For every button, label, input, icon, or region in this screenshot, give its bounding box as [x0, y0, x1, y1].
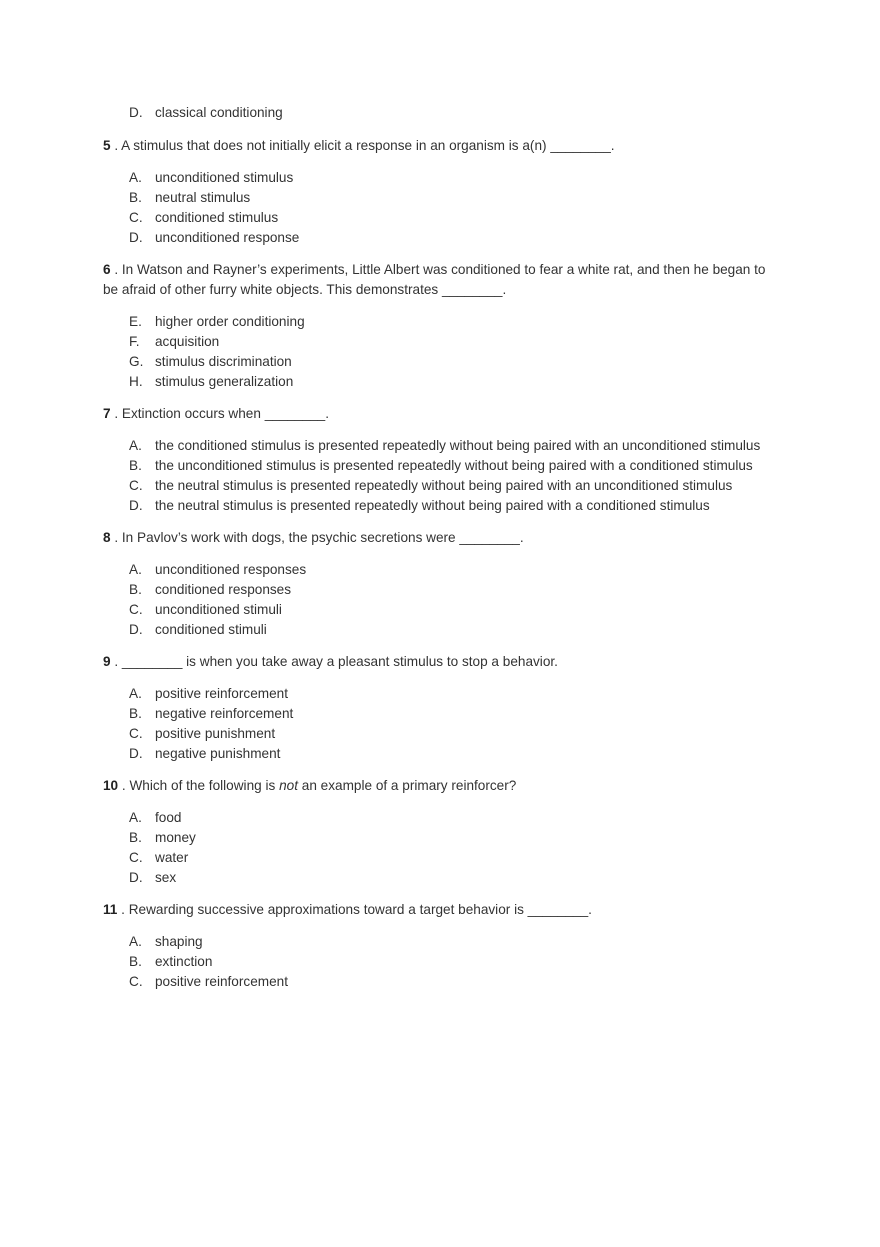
option-letter: D. — [129, 230, 143, 245]
option-letter: A. — [129, 562, 142, 577]
option-letter: B. — [129, 706, 142, 721]
question-separator: . — [110, 406, 122, 421]
option-text: unconditioned stimulus — [155, 170, 294, 185]
options-list — [103, 168, 783, 248]
option-text: conditioned responses — [155, 582, 292, 597]
option-letter: C. — [129, 210, 143, 225]
option-text: sex — [155, 870, 177, 885]
option-item — [103, 828, 783, 848]
option-text: the neutral stimulus is presented repeatedly without being paired with a conditioned stimulus — [155, 498, 710, 513]
option-item — [103, 932, 783, 952]
option-letter: G. — [129, 354, 144, 369]
options-list — [103, 684, 783, 764]
option-text: unconditioned responses — [155, 562, 307, 577]
option-text: the conditioned stimulus is presented repeatedly without being paired with an unconditioned stimulus — [155, 438, 761, 453]
option-letter: E. — [129, 314, 142, 329]
option-item — [103, 848, 783, 868]
question-text — [103, 900, 783, 920]
option-item — [103, 620, 783, 640]
option-letter: B. — [129, 582, 142, 597]
option-text: positive punishment — [155, 726, 276, 741]
question-body: Extinction occurs when ________. — [121, 406, 329, 421]
option-letter: A. — [129, 438, 142, 453]
option-item — [103, 332, 783, 352]
option-text: the neutral stimulus is presented repeatedly without being paired with an unconditioned stimulus — [155, 478, 733, 493]
question-10 — [103, 776, 783, 888]
question-11 — [103, 900, 783, 992]
option-letter: C. — [129, 478, 143, 493]
option-text: positive reinforcement — [155, 974, 288, 989]
option-item — [103, 952, 783, 972]
question-body-before: Which of the following is — [129, 778, 280, 793]
option-item — [103, 580, 783, 600]
option-item — [103, 496, 783, 516]
question-separator: . — [118, 778, 130, 793]
question-number: 9 — [103, 654, 111, 669]
question-number: 6 — [103, 262, 111, 277]
option-letter: B. — [129, 458, 142, 473]
option-letter: C. — [129, 602, 143, 617]
question-number: 11 — [103, 902, 118, 917]
option-letter: C. — [129, 974, 143, 989]
option-text: acquisition — [155, 334, 220, 349]
question-number: 10 — [103, 778, 119, 793]
option-letter: F. — [129, 334, 140, 349]
option-item — [103, 312, 783, 332]
question-number: 7 — [103, 406, 111, 421]
question-separator: . — [110, 262, 122, 277]
option-item — [103, 600, 783, 620]
option-item — [103, 456, 783, 476]
question-9 — [103, 652, 783, 764]
question-separator: . — [117, 902, 129, 917]
option-item — [103, 208, 783, 228]
question-text — [103, 260, 783, 300]
question-5 — [103, 136, 783, 248]
option-text: conditioned stimulus — [155, 210, 279, 225]
option-letter: D. — [129, 105, 143, 120]
question-separator: . — [110, 530, 122, 545]
option-text: conditioned stimuli — [155, 622, 267, 637]
continued-options-list — [103, 103, 783, 123]
options-list — [103, 436, 783, 516]
options-list — [103, 560, 783, 640]
option-item — [103, 704, 783, 724]
option-text: stimulus generalization — [155, 374, 294, 389]
option-letter: A. — [129, 810, 142, 825]
option-text: water — [155, 850, 189, 865]
option-letter: H. — [129, 374, 143, 389]
question-6 — [103, 260, 783, 392]
options-list — [103, 312, 783, 392]
option-letter: A. — [129, 170, 142, 185]
option-item — [103, 352, 783, 372]
question-body: A stimulus that does not initially elicit a response in an organism is a(n) ________. — [121, 138, 615, 153]
option-text: stimulus discrimination — [155, 354, 292, 369]
question-number: 5 — [103, 138, 111, 153]
question-8 — [103, 528, 783, 640]
option-text: neutral stimulus — [155, 190, 251, 205]
option-text: higher order conditioning — [155, 314, 305, 329]
question-number: 8 — [103, 530, 111, 545]
question-body: In Pavlov’s work with dogs, the psychic secretions were ________. — [121, 530, 524, 545]
option-item — [103, 724, 783, 744]
question-text — [103, 136, 783, 156]
question-text — [103, 404, 783, 424]
option-item — [103, 684, 783, 704]
option-item — [103, 168, 783, 188]
option-item — [103, 436, 783, 456]
option-text: positive reinforcement — [155, 686, 288, 701]
question-body-after: an example of a primary reinforcer? — [297, 778, 517, 793]
option-letter: B. — [129, 190, 142, 205]
question-body-emphasis: not — [279, 778, 298, 793]
option-text: food — [155, 810, 182, 825]
question-7 — [103, 404, 783, 516]
option-letter: C. — [129, 726, 143, 741]
option-text: shaping — [155, 934, 203, 949]
question-separator: . — [110, 654, 122, 669]
option-item — [103, 103, 783, 123]
option-item — [103, 972, 783, 992]
option-letter: C. — [129, 850, 143, 865]
option-item — [103, 228, 783, 248]
question-body: ________ is when you take away a pleasant stimulus to stop a behavior. — [121, 654, 558, 669]
option-text: negative punishment — [155, 746, 281, 761]
options-list — [103, 932, 783, 992]
question-text — [103, 652, 783, 672]
option-item — [103, 744, 783, 764]
question-text — [103, 528, 783, 548]
option-letter: A. — [129, 686, 142, 701]
option-item — [103, 372, 783, 392]
option-text: negative reinforcement — [155, 706, 294, 721]
option-text: unconditioned stimuli — [155, 602, 282, 617]
option-item — [103, 560, 783, 580]
option-text: classical conditioning — [155, 105, 283, 120]
option-text: the unconditioned stimulus is presented repeatedly without being paired with a conditioned stimulus — [155, 458, 753, 473]
options-list — [103, 808, 783, 888]
option-item — [103, 808, 783, 828]
option-text: extinction — [155, 954, 213, 969]
option-text: money — [155, 830, 196, 845]
question-text — [103, 776, 783, 796]
option-item — [103, 188, 783, 208]
question-separator: . — [110, 138, 122, 153]
option-item — [103, 476, 783, 496]
question-body: Rewarding successive approximations toward a target behavior is ________. — [128, 902, 592, 917]
option-text: unconditioned response — [155, 230, 300, 245]
option-letter: D. — [129, 746, 143, 761]
quiz-content — [103, 103, 783, 1004]
option-letter: D. — [129, 870, 143, 885]
option-item — [103, 868, 783, 888]
option-letter: B. — [129, 830, 142, 845]
option-letter: A. — [129, 934, 142, 949]
option-letter: D. — [129, 622, 143, 637]
option-letter: B. — [129, 954, 142, 969]
question-body: In Watson and Rayner’s experiments, Little Albert was conditioned to fear a white rat, and then he began to be afraid of other furry white objects. This demonstrates ________. — [103, 262, 766, 297]
option-letter: D. — [129, 498, 143, 513]
